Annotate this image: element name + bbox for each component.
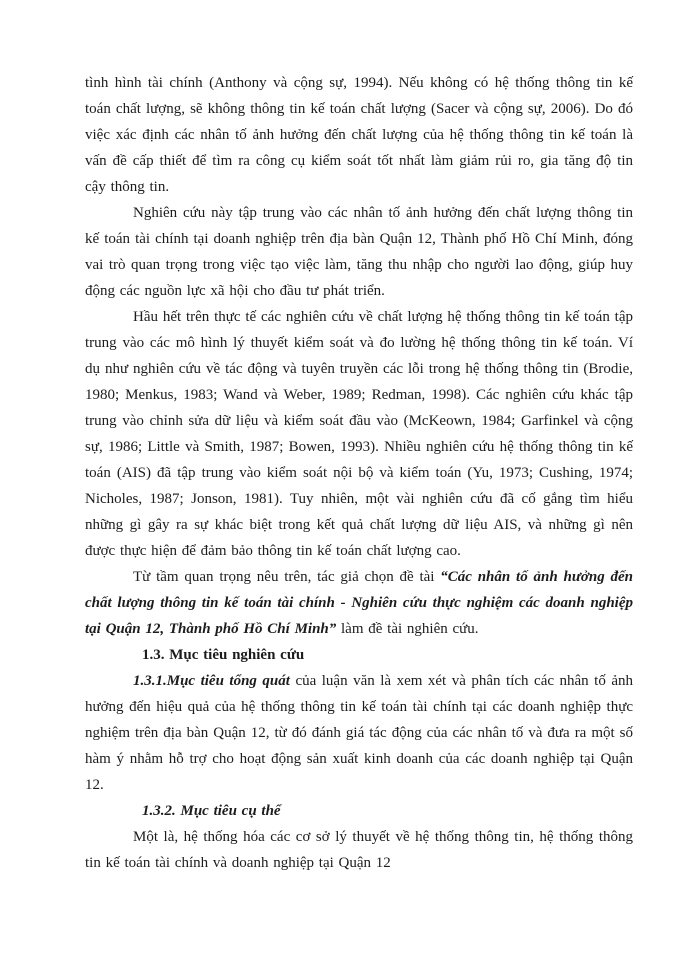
paragraph-general-objective [85,668,633,798]
document-text-block [85,70,633,876]
paragraph-thesis-title [85,564,633,642]
general-objective-label: 1.3.1.Mục tiêu tổng quát [133,673,290,689]
paragraph-research-focus: Nghiên cứu này tập trung vào các nhân tố ảnh hưởng đến chất lượng thông tin kế toán tài chính tại doanh nghiệp trên địa bàn Quận 12, Thành phố Hồ Chí Minh, đóng vai trò quan trọng trong việc tạo việc làm, tăng thu nhập cho người lao động, giúp huy động các nguồn lực xã hội cho đầu tư phát triển. [85,205,633,299]
heading-research-objectives: 1.3. Mục tiêu nghiên cứu [142,647,305,663]
thesis-title-lead-text: Từ tầm quan trọng nêu trên, tác giả chọn đề tài [133,569,441,585]
general-objective-body: của luận văn là xem xét và phân tích các nhân tố ảnh hưởng đến hiệu quả của hệ thống thông tin kế toán tài chính tại các doanh nghiệp thực nghiệm trên địa bàn Quận 12, từ đó đánh giá tác động của các nhân tố và đưa ra một số hàm ý nhằm hỗ trợ cho hoạt động sản xuất kinh doanh của các doanh nghiệp tại Quận 12. [85,673,633,793]
heading-specific-objectives: 1.3.2. Mục tiêu cụ thể [142,803,281,819]
paragraph-financial-situation: tình hình tài chính (Anthony và cộng sự, 1994). Nếu không có hệ thống thông tin kế toán chất lượng, sẽ không thông tin kế toán chất lượng (Sacer và cộng sự, 2006). Do đó việc xác định các nhân tố ảnh hưởng đến chất lượng của hệ thống thông tin kế toán là vấn đề cấp thiết để tìm ra công cụ kiểm soát tốt nhất làm giảm rủi ro, gia tăng độ tin cậy thông tin. [85,75,633,195]
thesis-title-quote: “Các nhân tố ảnh hưởng đến chất lượng thông tin kế toán tài chính - Nghiên cứu thực nghiệm các doanh nghiệp tại Quận 12, Thành phố Hồ Chí Minh” [85,569,634,637]
paragraph-specific-objective-one: Một là, hệ thống hóa các cơ sở lý thuyết về hệ thống thông tin, hệ thống thông tin kế toán tài chính và doanh nghiệp tại Quận 12 [85,829,633,871]
thesis-title-tail-text: làm đề tài nghiên cứu. [336,621,479,637]
paragraph-literature-review: Hầu hết trên thực tế các nghiên cứu về chất lượng hệ thống thông tin kế toán tập trung vào các mô hình lý thuyết kiểm soát và đo lường hệ thống thông tin kế toán. Ví dụ như nghiên cứu về tác động và tuyên truyền các lỗi trong hệ thống thông tin (Brodie, 1980; Menkus, 1983; Wand và Weber, 1989; Redman, 1998). Các nghiên cứu khác tập trung vào chỉnh sửa dữ liệu và kiểm soát đầu vào (McKeown, 1984; Garfinkel và cộng sự, 1986; Little và Smith, 1987; Bowen, 1993). Nhiều nghiên cứu hệ thống thông tin kế toán (AIS) đã tập trung vào kiểm soát nội bộ và kiểm toán (Yu, 1973; Cushing, 1974; Nicholes, 1987; Jonson, 1981). Tuy nhiên, một vài nghiên cứu đã cố gắng tìm hiểu những gì gây ra sự khác biệt trong kết quả chất lượng dữ liệu AIS, và những gì nên được thực hiện để đảm bảo thông tin kế toán chất lượng cao. [85,309,633,559]
